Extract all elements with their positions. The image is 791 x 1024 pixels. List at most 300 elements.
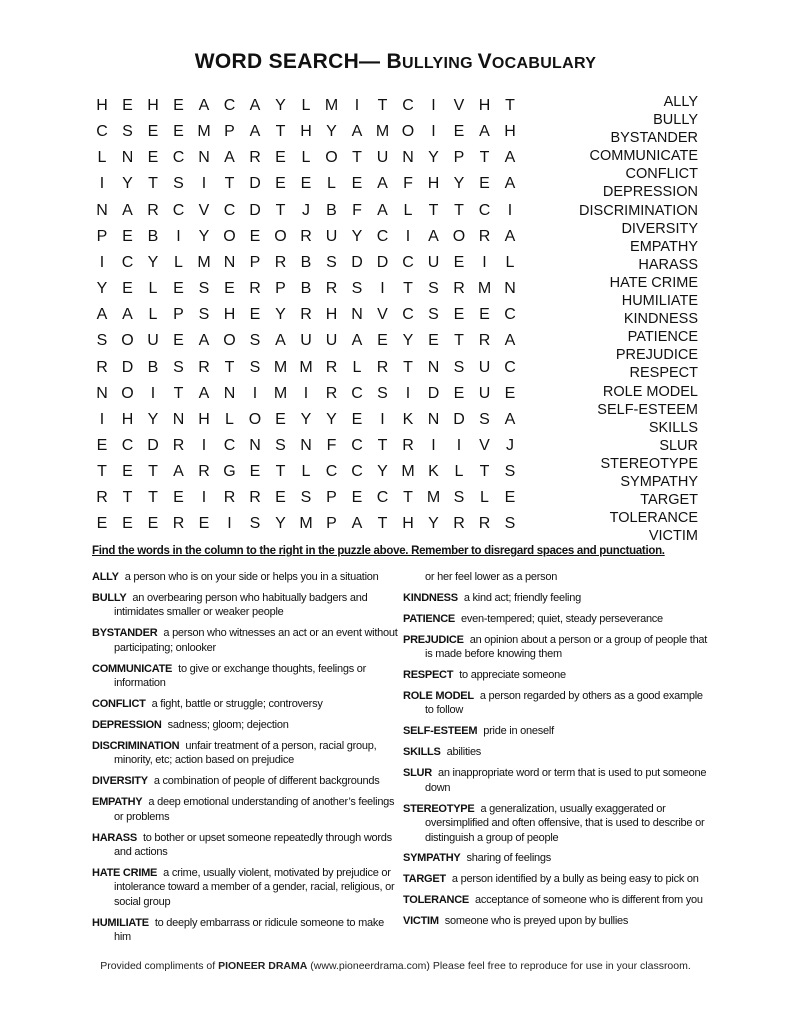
grid-letter: T xyxy=(454,201,464,219)
grid-letter: E xyxy=(249,306,261,324)
page-title xyxy=(0,50,791,74)
grid-letter: C xyxy=(376,489,389,507)
grid-letter: B xyxy=(147,227,159,245)
definition xyxy=(92,718,402,733)
grid-letter: S xyxy=(377,384,388,402)
grid-letter: E xyxy=(122,227,133,245)
grid-letter: E xyxy=(96,515,108,533)
definition-text: a generalization, usually exaggerated or oversimplified and often offensive, that is used to describe or distinguish a group of people xyxy=(425,802,705,844)
grid-letter: E xyxy=(122,515,133,533)
grid-letter: C xyxy=(478,201,491,219)
grid-letter: G xyxy=(223,463,236,481)
word-list-item: KINDNESS xyxy=(623,311,698,328)
grid-letter: Y xyxy=(96,280,108,298)
definition xyxy=(403,689,713,718)
grid-letter: J xyxy=(302,201,310,219)
definition-term: CONFLICT xyxy=(92,698,146,711)
grid-letter: Y xyxy=(453,175,465,193)
grid-letter: A xyxy=(504,332,516,350)
definition-term: ALLY xyxy=(92,571,119,583)
grid-letter: A xyxy=(428,227,439,245)
grid-letter: R xyxy=(478,227,491,245)
grid-letter: I xyxy=(456,436,462,454)
grid-letter: I xyxy=(176,227,181,245)
definition xyxy=(92,591,402,620)
definition-term: HATE CRIME xyxy=(92,866,158,879)
grid-letter: O xyxy=(274,227,287,245)
grid-letter: R xyxy=(172,515,185,533)
word-list-item: HUMILIATE xyxy=(621,293,698,310)
grid-letter: I xyxy=(252,384,258,402)
definition-term: HARASS xyxy=(92,831,137,844)
grid-letter: A xyxy=(224,149,235,167)
grid-letter: I xyxy=(405,384,411,402)
grid-letter: U xyxy=(478,358,491,376)
grid-letter: A xyxy=(479,123,490,141)
grid-row xyxy=(92,279,532,299)
grid-letter: B xyxy=(300,253,312,271)
definition xyxy=(403,633,713,662)
grid-letter: R xyxy=(300,306,312,324)
grid-letter: Y xyxy=(326,123,337,141)
grid-letter: T xyxy=(377,436,388,454)
definition-text: an inappropriate word or term that is used to put someone down xyxy=(425,767,707,794)
grid-letter: A xyxy=(504,227,516,245)
grid-letter: D xyxy=(249,201,261,219)
grid-letter: P xyxy=(249,253,261,271)
grid-letter: I xyxy=(431,123,436,141)
grid-letter: D xyxy=(147,436,159,454)
definition-text: a deep emotional understanding of another’s feelings or problems xyxy=(114,796,395,823)
word-list-item: HATE CRIME xyxy=(609,274,698,291)
definition-text: even-tempered; quiet, steady perseverance xyxy=(461,612,663,625)
word-list-item: TARGET xyxy=(640,492,698,509)
grid-letter: Y xyxy=(275,306,286,324)
definition-text: to appreciate someone xyxy=(459,669,566,682)
definition-text: acceptance of someone who is different from you xyxy=(475,894,703,907)
definition-text: a combination of people of different backgrounds xyxy=(153,775,380,788)
grid-letter: T xyxy=(148,489,158,507)
grid-letter: V xyxy=(377,306,388,324)
grid-letter: A xyxy=(249,123,261,141)
grid-letter: P xyxy=(326,489,337,507)
grid-letter: T xyxy=(148,175,158,193)
grid-letter: M xyxy=(375,123,390,141)
grid-letter: U xyxy=(300,332,312,350)
grid-letter: A xyxy=(351,123,363,141)
grid-letter: H xyxy=(402,515,414,533)
word-list-item: DEPRESSION xyxy=(602,184,698,201)
grid-letter: O xyxy=(401,123,415,141)
grid-letter: A xyxy=(275,332,286,350)
grid-letter: A xyxy=(198,384,210,402)
grid-letter: H xyxy=(223,306,236,324)
grid-row xyxy=(92,358,532,378)
grid-letter: I xyxy=(303,384,309,402)
definition-term: TOLERANCE xyxy=(403,894,469,907)
grid-letter: C xyxy=(325,463,338,481)
word-list-item: ALLY xyxy=(663,94,698,110)
grid-letter: T xyxy=(148,463,158,481)
definition-text: sharing of feelings xyxy=(466,852,552,865)
grid-letter: R xyxy=(147,201,159,219)
definition-text: a person who is on your side or helps you in a situation xyxy=(124,571,379,583)
grid-letter: L xyxy=(301,97,311,114)
grid-letter: E xyxy=(122,97,133,114)
grid-letter: C xyxy=(223,201,236,219)
definition-term: EMPATHY xyxy=(92,796,143,809)
grid-letter: R xyxy=(198,463,210,481)
grid-letter: T xyxy=(454,332,464,350)
humiliate-continued: or her feel lower as a person xyxy=(425,571,558,583)
grid-letter: H xyxy=(300,123,312,141)
grid-letter: R xyxy=(478,332,491,350)
grid-letter: Y xyxy=(122,175,133,193)
definition xyxy=(92,866,402,910)
grid-letter: S xyxy=(249,358,261,376)
grid-letter: B xyxy=(147,358,159,376)
grid-letter: V xyxy=(453,97,465,114)
definition-term: DISCRIMINATION xyxy=(92,739,180,752)
definition-text: to give or exchange thoughts, feelings or information xyxy=(114,662,367,690)
grid-letter: N xyxy=(402,149,414,167)
definition-text: a person regarded by others as a good example to follow xyxy=(425,689,703,717)
grid-letter: I xyxy=(431,97,436,114)
grid-letter: R xyxy=(325,384,338,402)
grid-letter: E xyxy=(147,123,159,141)
grid-letter: O xyxy=(223,227,236,245)
grid-letter: C xyxy=(376,227,389,245)
title-main: WORD SEARCH— xyxy=(194,50,387,73)
grid-letter: C xyxy=(351,463,363,481)
grid-letter: C xyxy=(504,358,516,376)
grid-letter: T xyxy=(377,97,388,114)
grid-letter: N xyxy=(172,410,185,428)
grid-letter: A xyxy=(96,306,108,324)
grid-letter: N xyxy=(300,436,312,454)
grid-letter: A xyxy=(122,306,133,324)
grid-letter: R xyxy=(325,280,338,298)
grid-letter: R xyxy=(300,227,312,245)
grid-row xyxy=(92,331,532,351)
definition-text: to deeply embarrass or ridicule someone to make him xyxy=(114,916,384,944)
grid-letter: R xyxy=(376,358,389,376)
grid-letter: R xyxy=(453,280,465,298)
grid-letter: T xyxy=(428,201,439,219)
grid-letter: E xyxy=(351,410,363,428)
grid-letter: R xyxy=(249,489,261,507)
grid-letter: I xyxy=(380,280,385,298)
word-list-item: RESPECT xyxy=(629,365,698,382)
grid-row xyxy=(92,201,532,221)
grid-letter: Y xyxy=(428,149,439,167)
grid-letter: R xyxy=(453,515,465,533)
grid-letter: T xyxy=(377,515,388,533)
grid-letter: D xyxy=(351,253,363,271)
grid-letter: T xyxy=(275,123,286,141)
grid-letter: F xyxy=(403,175,413,193)
grid-letter: O xyxy=(325,149,338,167)
definition-text: sadness; gloom; dejection xyxy=(167,718,289,731)
grid-letter: E xyxy=(504,489,516,507)
grid-letter: A xyxy=(377,201,388,219)
definition xyxy=(403,612,713,627)
grid-letter: B xyxy=(300,280,312,298)
grid-letter: N xyxy=(223,253,236,271)
grid-letter: A xyxy=(504,175,516,193)
grid-row xyxy=(92,96,532,116)
definition-term: TARGET xyxy=(403,873,446,886)
definition-term: ROLE MODEL xyxy=(403,689,474,702)
definition xyxy=(92,570,402,585)
grid-letter: T xyxy=(122,489,133,507)
definition-term: COMMUNICATE xyxy=(92,662,173,675)
grid-letter: O xyxy=(223,332,236,350)
grid-letter: R xyxy=(249,149,261,167)
grid-letter: E xyxy=(224,280,235,298)
definition-term: KINDNESS xyxy=(403,591,458,604)
definition-term: VICTIM xyxy=(403,915,439,928)
grid-letter: L xyxy=(174,253,183,271)
grid-letter: E xyxy=(453,384,465,402)
word-list-item: SELF-ESTEEM xyxy=(597,401,698,418)
grid-letter: T xyxy=(173,384,184,402)
word-list-item: HARASS xyxy=(638,256,698,273)
grid-letter: A xyxy=(351,515,363,533)
grid-letter: A xyxy=(504,410,516,428)
definition xyxy=(92,795,402,824)
grid-letter: R xyxy=(198,358,210,376)
grid-letter: E xyxy=(275,489,286,507)
grid-letter: M xyxy=(426,489,441,507)
definition-text: a kind act; friendly feeling xyxy=(463,591,581,604)
grid-letter: L xyxy=(403,201,413,219)
grid-letter: N xyxy=(351,306,363,324)
grid-row xyxy=(92,514,532,534)
grid-letter: H xyxy=(478,97,491,114)
definition-text: a crime, usually violent, motivated by prejudice or intolerance toward a member of a gender, racial, religious, or social group xyxy=(114,866,395,908)
grid-letter: E xyxy=(198,515,210,533)
definition-term: BULLY xyxy=(92,591,127,604)
grid-letter: I xyxy=(227,515,232,533)
grid-letter: S xyxy=(300,489,312,507)
footer-brand: PIONEER DRAMA xyxy=(218,960,308,972)
grid-letter: U xyxy=(376,149,389,167)
grid-letter: H xyxy=(121,410,134,428)
definition-term: PATIENCE xyxy=(403,612,455,625)
word-list-item: PREJUDICE xyxy=(615,347,698,364)
grid-letter: A xyxy=(122,201,133,219)
grid-letter: S xyxy=(249,332,261,350)
grid-letter: S xyxy=(96,332,108,350)
grid-letter: E xyxy=(428,332,439,350)
grid-letter: R xyxy=(402,436,414,454)
grid-letter: A xyxy=(351,332,363,350)
grid-letter: C xyxy=(223,97,236,114)
grid-letter: C xyxy=(504,306,516,324)
grid-letter: L xyxy=(505,253,515,271)
grid-letter: E xyxy=(504,384,516,402)
grid-letter: A xyxy=(198,97,210,114)
grid-letter: I xyxy=(405,227,411,245)
grid-letter: R xyxy=(223,489,236,507)
grid-letter: M xyxy=(477,280,492,298)
grid-letter: U xyxy=(427,253,440,271)
grid-letter: D xyxy=(376,253,389,271)
grid-letter: N xyxy=(427,410,440,428)
grid-letter: R xyxy=(249,280,261,298)
instructions: Find the words in the column to the right in the puzzle above. Remember to disregard spaces and punctuation. xyxy=(92,545,665,557)
word-list-item: EMPATHY xyxy=(630,238,698,255)
grid-letter: C xyxy=(351,384,363,402)
grid-letter: T xyxy=(352,149,362,167)
grid-letter: A xyxy=(249,97,261,114)
grid-letter: C xyxy=(223,436,236,454)
grid-letter: L xyxy=(301,463,311,481)
definition-text: someone who is preyed upon by bullies xyxy=(444,915,629,928)
grid-letter: E xyxy=(351,175,363,193)
grid-letter: T xyxy=(403,280,413,298)
definition-text: abilities xyxy=(446,746,482,759)
grid-letter: K xyxy=(402,410,414,428)
grid-letter: I xyxy=(99,410,105,428)
grid-letter: N xyxy=(96,384,108,402)
grid-letter: I xyxy=(482,253,487,271)
grid-row xyxy=(92,488,532,508)
grid-letter: E xyxy=(122,280,133,298)
definition xyxy=(92,697,402,712)
definition xyxy=(403,668,713,683)
definition-text: a person who witnesses an act or an event without participating; onlooker xyxy=(114,627,398,654)
grid-letter: P xyxy=(96,227,108,245)
grid-letter: I xyxy=(431,436,436,454)
grid-letter: L xyxy=(480,489,489,507)
definition xyxy=(403,893,713,908)
grid-letter: I xyxy=(201,436,207,454)
footer-pre: Provided compliments of xyxy=(100,960,219,972)
grid-letter: H xyxy=(147,97,159,114)
definition-text: unfair treatment of a person, racial group, minority, etc; action based on prejudice xyxy=(114,739,377,767)
grid-letter: H xyxy=(325,306,338,324)
grid-letter: T xyxy=(275,463,286,481)
definition xyxy=(403,591,713,606)
grid-letter: S xyxy=(479,410,490,428)
grid-letter: I xyxy=(507,201,513,219)
grid-row xyxy=(92,174,532,194)
grid-letter: H xyxy=(504,123,516,141)
grid-letter: Y xyxy=(300,410,312,428)
grid-letter: S xyxy=(275,436,286,454)
grid-letter: P xyxy=(326,515,337,533)
grid-letter: A xyxy=(377,175,388,193)
grid-letter: E xyxy=(173,332,184,350)
definition xyxy=(403,872,713,887)
definition-term: HUMILIATE xyxy=(92,916,149,929)
grid-letter: A xyxy=(198,332,210,350)
grid-letter: M xyxy=(401,463,415,481)
grid-letter: F xyxy=(352,201,362,219)
grid-letter: L xyxy=(327,175,336,193)
grid-letter: L xyxy=(454,463,464,481)
title-rest-v: OCABULARY xyxy=(491,55,597,72)
grid-row xyxy=(92,462,532,482)
grid-letter: E xyxy=(249,227,261,245)
grid-letter: R xyxy=(325,358,338,376)
grid-letter: C xyxy=(351,436,363,454)
grid-letter: U xyxy=(478,384,491,402)
grid-letter: N xyxy=(504,280,516,298)
grid-letter: O xyxy=(121,384,134,402)
definition xyxy=(92,662,402,691)
definition xyxy=(92,831,402,860)
grid-letter: A xyxy=(173,463,184,481)
definition-term: RESPECT xyxy=(403,669,454,682)
grid-letter: M xyxy=(197,123,211,141)
grid-letter: E xyxy=(147,149,159,167)
definition xyxy=(403,802,713,846)
definition xyxy=(403,724,713,739)
grid-letter: V xyxy=(198,201,210,219)
grid-row xyxy=(92,384,532,404)
grid-letter: Y xyxy=(147,253,159,271)
definition xyxy=(92,916,402,945)
grid-letter: I xyxy=(380,410,385,428)
grid-letter: Y xyxy=(198,227,210,245)
grid-letter: N xyxy=(96,201,108,219)
grid-letter: K xyxy=(428,463,439,481)
grid-letter: I xyxy=(99,253,105,271)
grid-letter: E xyxy=(453,253,465,271)
definition-term: STEREOTYPE xyxy=(403,802,475,815)
grid-letter: R xyxy=(274,253,287,271)
grid-letter: T xyxy=(479,149,490,167)
grid-letter: D xyxy=(249,175,261,193)
grid-letter: I xyxy=(201,489,207,507)
word-list-item: TOLERANCE xyxy=(609,510,698,527)
grid-letter: C xyxy=(172,201,185,219)
grid-letter: Y xyxy=(351,227,363,245)
word-list-item: SYMPATHY xyxy=(620,473,698,490)
grid-letter: P xyxy=(173,306,184,324)
word-list-item: SKILLS xyxy=(648,419,698,436)
grid-letter: E xyxy=(275,175,286,193)
definition-text: a person identified by a bully as being easy to pick on xyxy=(451,873,699,886)
grid-letter: S xyxy=(504,515,516,533)
grid-letter: O xyxy=(452,227,466,245)
grid-letter: L xyxy=(148,306,158,324)
title-cap-b: B xyxy=(386,50,402,73)
grid-letter: S xyxy=(453,489,465,507)
grid-row xyxy=(92,122,532,142)
grid-letter: S xyxy=(351,280,363,298)
definition xyxy=(403,766,713,795)
grid-letter: L xyxy=(148,280,158,298)
definition-term: SYMPATHY xyxy=(403,852,461,865)
grid-letter: D xyxy=(121,358,134,376)
grid-letter: Y xyxy=(326,410,337,428)
grid-letter: E xyxy=(479,175,490,193)
grid-letter: E xyxy=(173,280,184,298)
title-rest-b: ULLYING xyxy=(401,55,478,72)
word-list-item: STEREOTYPE xyxy=(600,455,698,472)
definition-text: pride in oneself xyxy=(483,725,554,738)
grid-letter: C xyxy=(402,306,414,324)
grid-letter: C xyxy=(96,123,108,141)
definition xyxy=(92,739,402,768)
definition-text: an overbearing person who habitually badgers and intimidates smaller or weaker people xyxy=(114,591,368,619)
grid-letter: L xyxy=(301,149,311,167)
grid-letter: N xyxy=(427,358,440,376)
